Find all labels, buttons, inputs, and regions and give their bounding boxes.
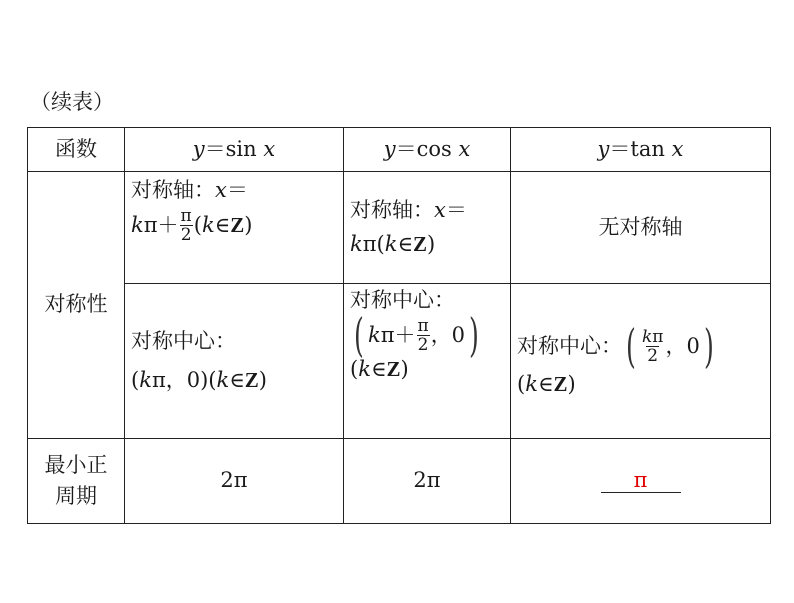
table-caption: （续表） <box>30 90 114 114</box>
sin-axis-line1: 对称轴：x＝ <box>131 178 248 202</box>
symmetry-center-row <box>28 284 771 439</box>
sin-axis-line2: k π ＋ $\frac{\pi}{2}$ ( k ∈ Z ) <box>131 206 253 246</box>
cos-axis-cell <box>344 172 511 284</box>
left-paren-glyph: ( <box>354 308 364 363</box>
cos-center-cell <box>344 284 511 439</box>
tan-center-line2: (k∈Z) <box>517 372 576 397</box>
cos-center-line3: (k∈Z) <box>350 357 409 382</box>
sin-period: 2π <box>125 439 344 524</box>
right-paren-glyph: ) <box>703 319 714 374</box>
tan-period-answer: π <box>633 468 648 493</box>
tan-center-line1: 对称中心： ( $\frac{k\pi}{2}$ ，0 ) <box>517 319 714 374</box>
symmetry-axis-row <box>28 172 771 284</box>
right-paren-glyph: ) <box>469 308 479 363</box>
header-tan: y＝tan x <box>511 128 771 172</box>
symmetry-row-label: 对称性 <box>28 172 125 439</box>
pi-over-2-fraction: $\frac{\pi}{2}$ <box>180 206 192 246</box>
period-row-label: 最小正 周期 <box>28 439 125 524</box>
cos-period: 2π <box>344 439 511 524</box>
header-row <box>28 128 771 172</box>
k-pi-over-2-fraction: $\frac{k\pi}{2}$ <box>641 326 664 366</box>
tan-center-cell <box>511 284 771 439</box>
header-sin: y＝sin x <box>125 128 344 172</box>
cos-center-line1: 对称中心： <box>350 288 455 312</box>
cos-center-line2: ( k π ＋ $\frac{\pi}{2}$ ，0 ) <box>354 308 479 363</box>
sin-center-cell <box>125 284 344 439</box>
answer-blank <box>601 468 681 493</box>
header-cos: y＝cos x <box>344 128 511 172</box>
cos-axis-line1: 对称轴：x＝ <box>350 198 467 223</box>
left-paren-glyph: ( <box>626 319 636 374</box>
trig-properties-table <box>27 127 771 524</box>
sin-center-line1: 对称中心： <box>131 328 236 353</box>
header-function: 函数 <box>28 128 125 172</box>
tan-axis-cell: 无对称轴 <box>511 172 771 284</box>
sin-axis-cell <box>125 172 344 284</box>
sin-center-line2: (kπ，0)(k∈Z) <box>131 368 267 392</box>
tan-period-cell <box>511 439 771 524</box>
cos-axis-line2: kπ(k∈Z) <box>350 231 436 256</box>
period-row <box>28 439 771 524</box>
pi-over-2-fraction: $\frac{\pi}{2}$ <box>417 315 429 355</box>
